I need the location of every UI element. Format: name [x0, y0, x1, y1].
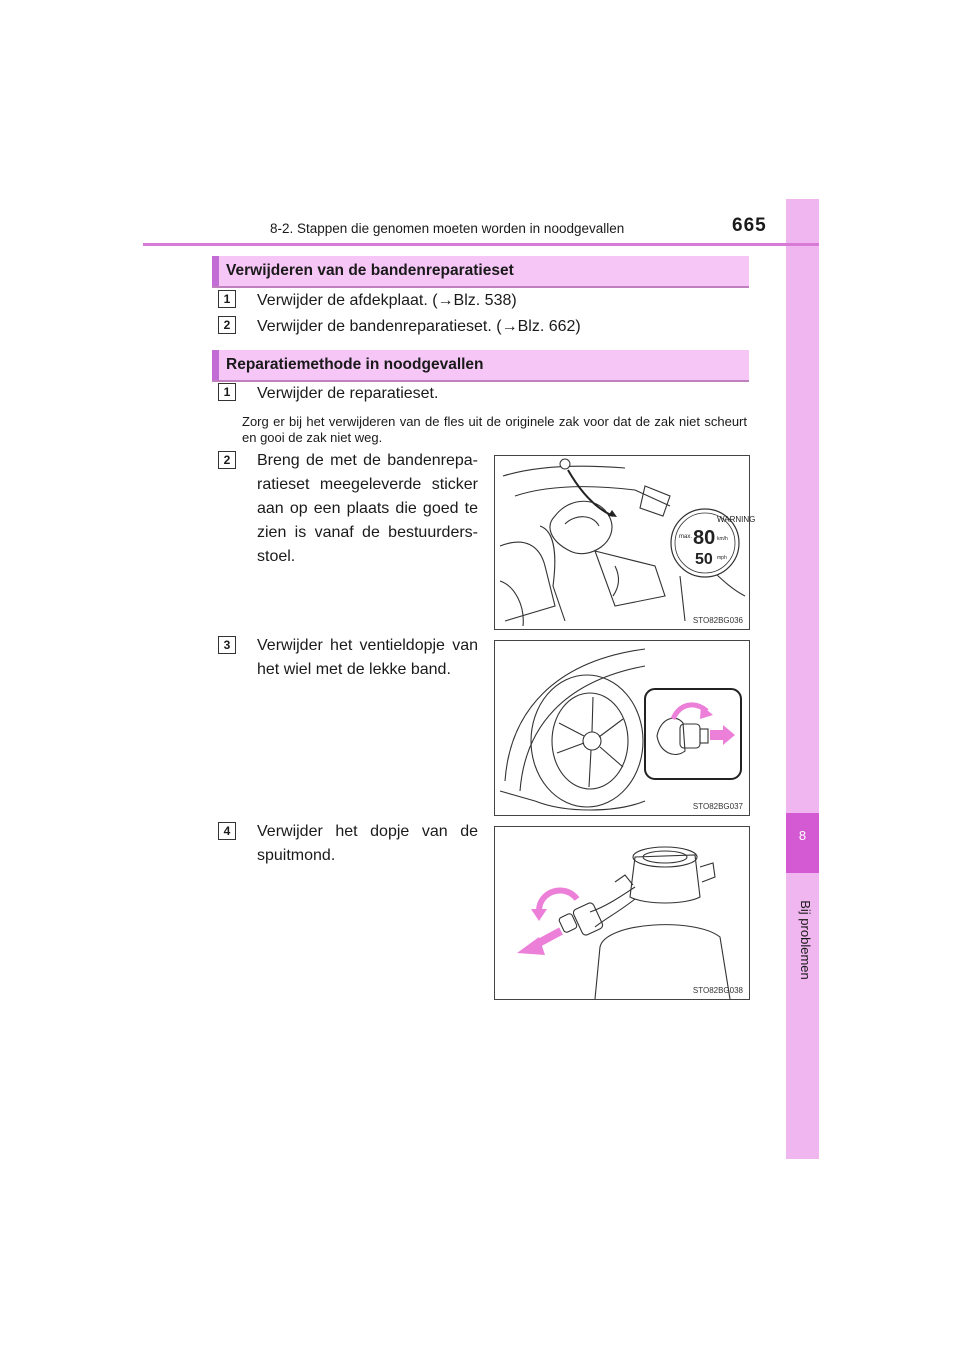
step-text: Verwijder het ventieldopje van het wiel met de lekke band. — [257, 637, 478, 678]
section-heading-emergency-repair — [212, 350, 749, 382]
sticker-mph-value: 50 — [695, 551, 713, 568]
sticker-kmh-value: 80 — [693, 527, 716, 549]
sticker-mph-unit: mph — [717, 555, 727, 561]
sticker-max-label: max. — [679, 534, 693, 540]
header-rule — [143, 243, 819, 246]
repair-bottle-illustration — [495, 827, 749, 999]
step-text: Verwijder de bandenreparatieset. (→Blz. 662) — [257, 318, 581, 335]
section-heading-bar — [212, 256, 219, 286]
figure-caption: STO82BG037 — [692, 802, 743, 811]
figure-caption: STO82BG036 — [692, 616, 743, 625]
nozzle-cap-figure — [494, 826, 750, 1000]
valve-cap-figure — [494, 640, 750, 816]
step-text: Verwijder het dopje van de spuitmond. — [257, 823, 478, 864]
sticker-kmh-unit: km/h — [717, 536, 728, 542]
chapter-number-tab[interactable] — [786, 813, 819, 873]
dashboard-illustration — [495, 456, 756, 629]
step-note: Zorg er bij het verwijderen van de fles uit de originele zak voor dat de zak niet scheurt en gooi de zak niet weg. — [242, 414, 747, 445]
warning-sticker-icon — [671, 509, 755, 577]
step-text: Breng de met de bandenrepa-ratieset meegeleverde sticker aan op een plaats die goed te zien is vanaf de bestuurders-stoel. — [257, 452, 478, 565]
step-marker: 4 — [218, 822, 236, 840]
chapter-label: Bij problemen — [798, 900, 813, 980]
chapter-number: 8 — [798, 828, 807, 843]
figure-caption: STO82BG038 — [692, 986, 743, 995]
section-heading-bar — [212, 350, 219, 380]
wheel-illustration — [495, 641, 749, 815]
section-title: Verwijderen van de bandenreparatieset — [226, 262, 514, 279]
step-marker: 2 — [218, 451, 236, 469]
step-text: Verwijder de afdekplaat. (→Blz. 538) — [257, 292, 517, 309]
step-marker: 1 — [218, 383, 236, 401]
section-title: Reparatiemethode in noodgevallen — [226, 356, 484, 373]
step-marker: 2 — [218, 316, 236, 334]
step-text: Verwijder de reparatieset. — [257, 385, 439, 402]
sticker-warning-text: WARNING — [717, 515, 756, 524]
running-title: 8-2. Stappen die genomen moeten worden in noodgevallen — [270, 221, 625, 236]
step-marker: 3 — [218, 636, 236, 654]
chapter-side-tab — [786, 199, 819, 1159]
step-marker: 1 — [218, 290, 236, 308]
sticker-figure — [494, 455, 756, 630]
section-heading-removal — [212, 256, 749, 288]
page-number: 665 — [732, 215, 767, 236]
